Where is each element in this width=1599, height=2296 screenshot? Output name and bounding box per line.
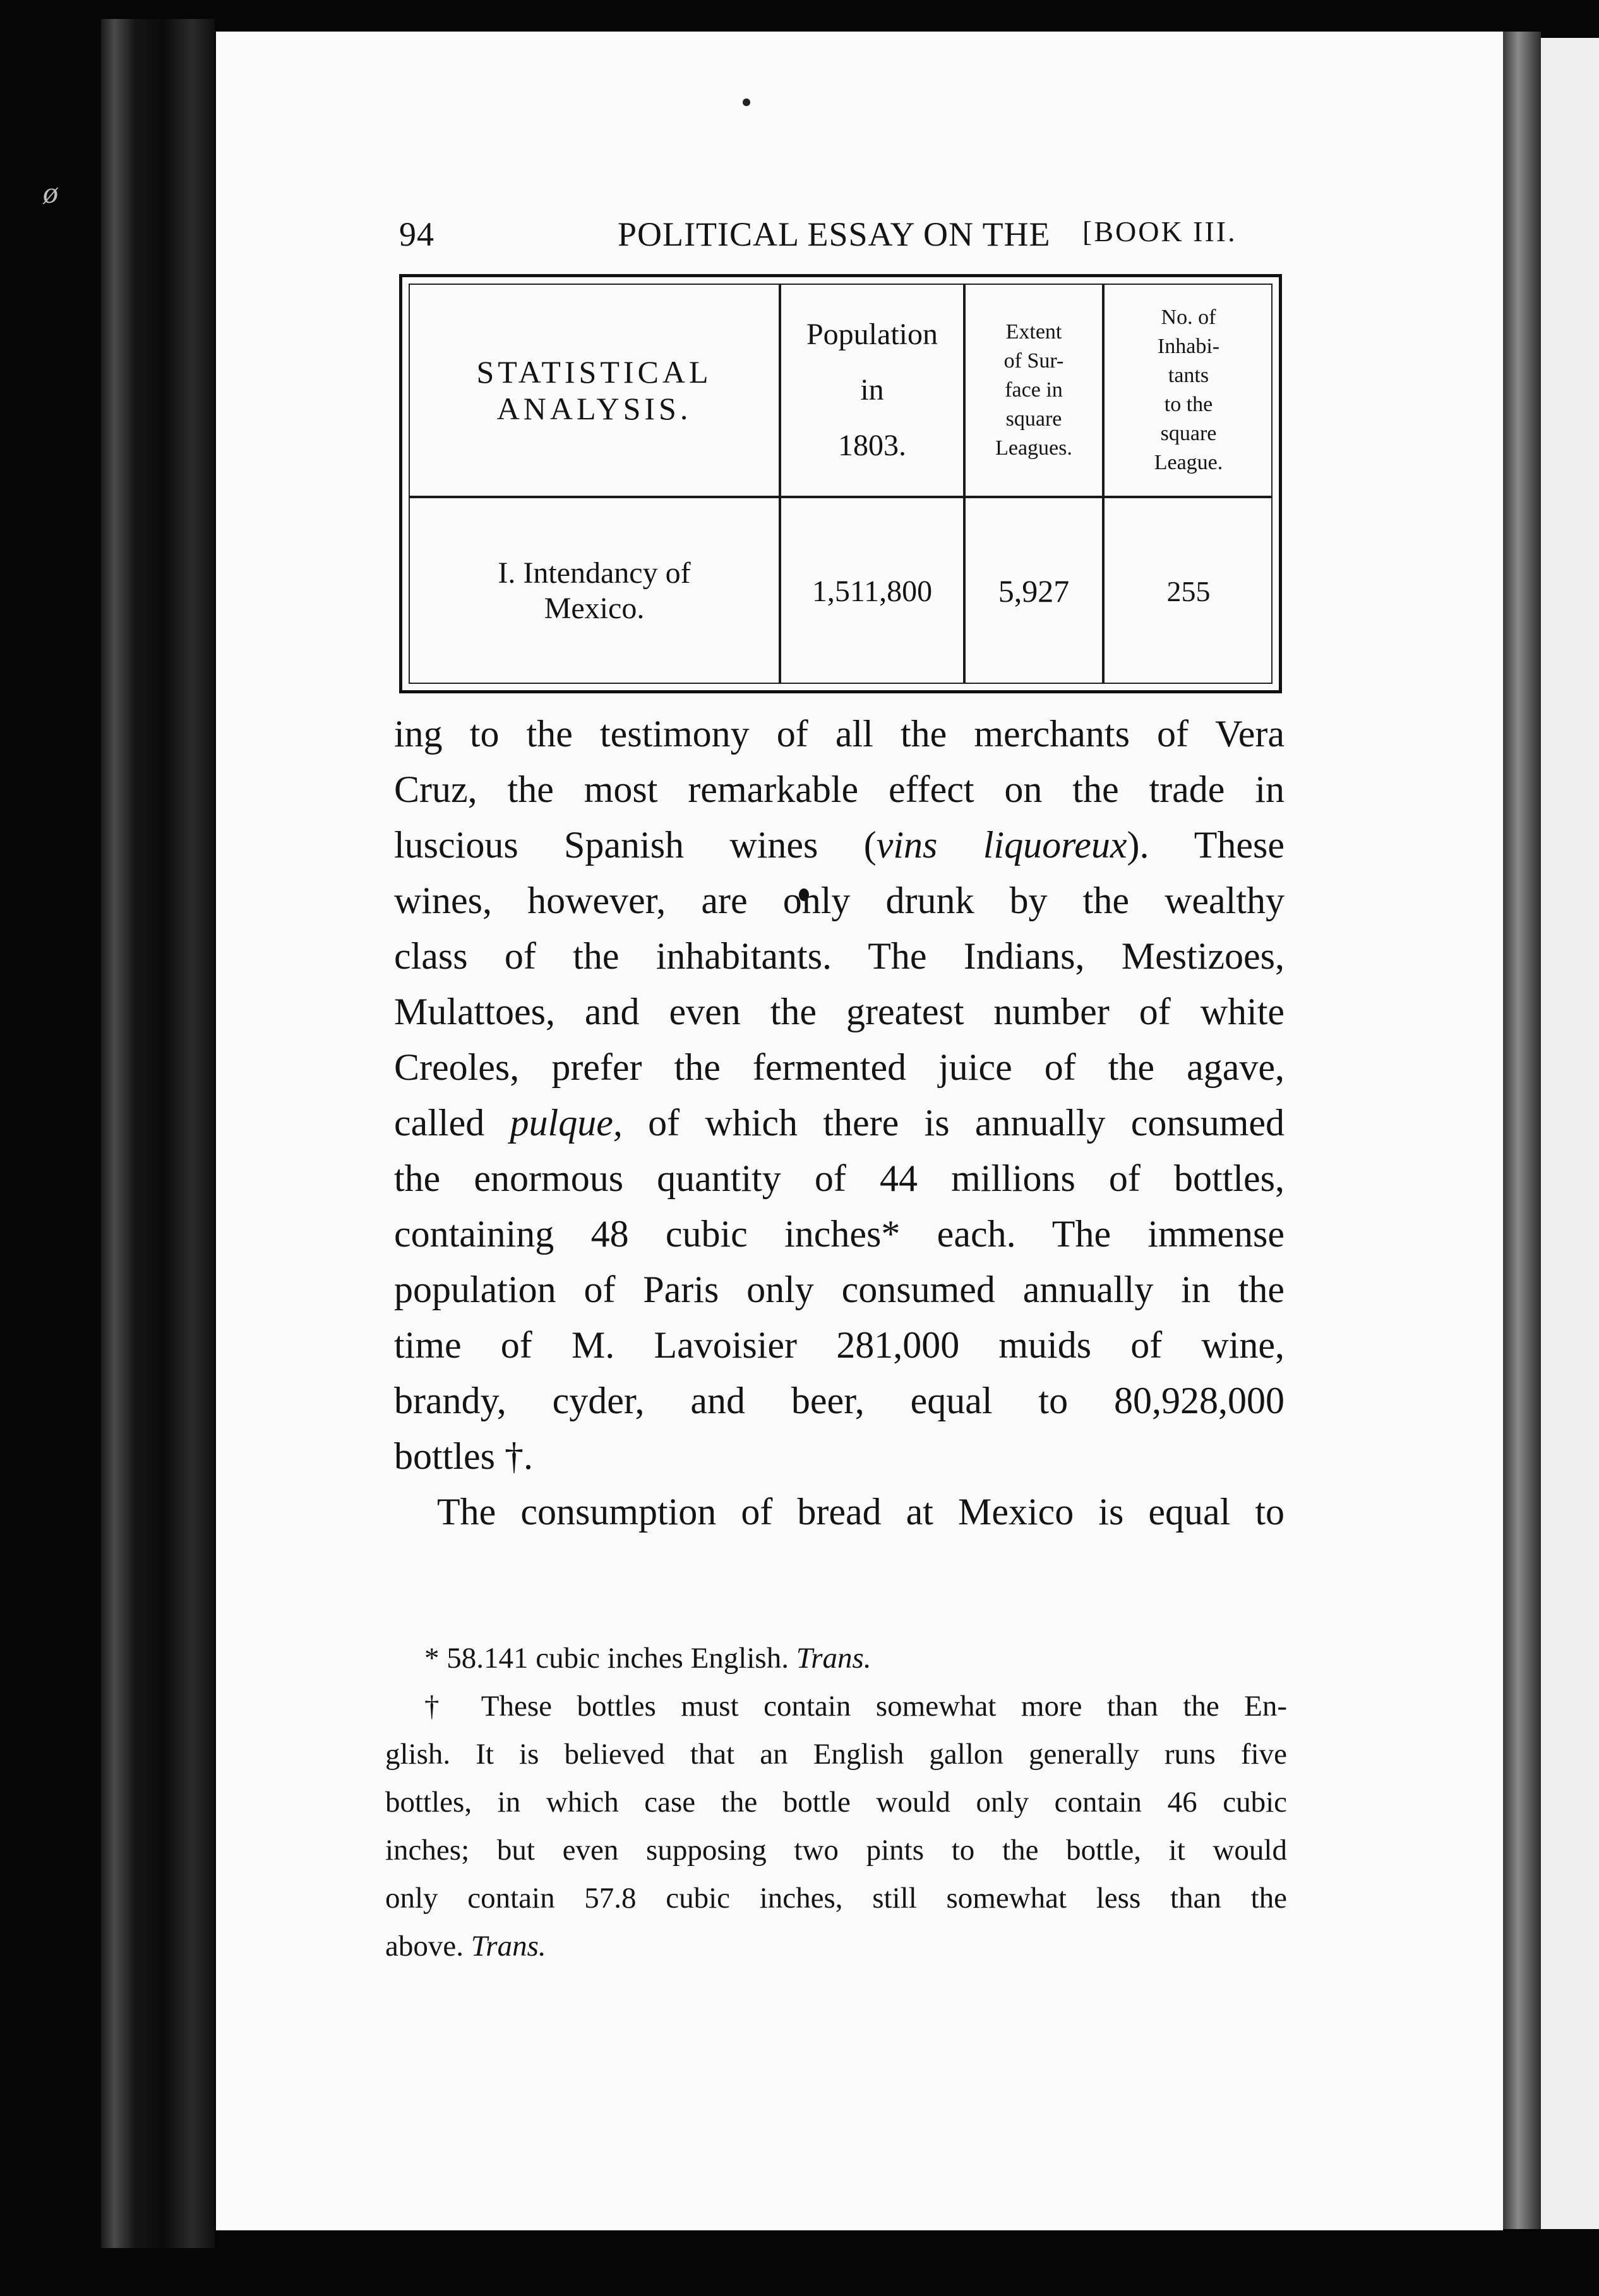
footnote-2-line: bottles, in which case the bottle would only contain 46 cubic <box>385 1786 1287 1819</box>
header-inhabitants-line: No. of <box>1161 306 1216 329</box>
header-extent-line: of Sur- <box>1003 349 1064 373</box>
header-analysis <box>410 285 779 496</box>
header-inhabitants-line: square <box>1160 422 1217 445</box>
footnote-text: above. <box>385 1930 471 1963</box>
ink-speck <box>743 99 750 106</box>
header-extent-line: square <box>1005 407 1062 431</box>
header-inhabitants-line: to the <box>1164 393 1213 416</box>
row-population: 1,511,800 <box>811 574 933 608</box>
book-marker: [BOOK III. <box>1082 215 1237 248</box>
body-line: Creoles, prefer the fermented juice of the agave, <box>394 1046 1285 1088</box>
margin-mark: ø <box>43 176 58 210</box>
footnote-2-line: only contain 57.8 cubic inches, still somewhat less than the <box>385 1882 1287 1915</box>
header-analysis-line2: ANALYSIS. <box>496 391 692 426</box>
body-line: containing 48 cubic inches* each. The immense <box>394 1213 1285 1255</box>
body-line: Cruz, the most remarkable effect on the trade in <box>394 768 1285 810</box>
footnote-2-line: inches; but even supposing two pints to the bottle, it would <box>385 1834 1287 1867</box>
footnote-trans: Trans. <box>470 1930 546 1963</box>
table-inner-frame <box>409 284 1273 684</box>
header-inhabitants-line: tants <box>1168 364 1209 387</box>
body-line-text: called <box>394 1102 510 1144</box>
italic-phrase: pulque, <box>510 1102 623 1144</box>
row-inhabitants: 255 <box>1166 575 1211 607</box>
body-line: class of the inhabitants. The Indians, Mestizoes, <box>394 935 1285 977</box>
header-extent <box>966 285 1102 496</box>
body-line <box>394 1095 1285 1151</box>
header-population-line1: Population <box>806 318 938 351</box>
row-name <box>410 498 779 684</box>
row-extent: 5,927 <box>998 573 1070 609</box>
row-name-line1: I. Intendancy of <box>498 556 691 590</box>
footnote-text: * 58.141 cubic inches English. <box>424 1642 796 1675</box>
body-line: ing to the testimony of all the merchants of Vera <box>394 713 1285 755</box>
body-line-text: of which there is annually consumed <box>622 1102 1285 1144</box>
book-page <box>216 32 1503 2230</box>
facing-page-sliver <box>1541 38 1599 2229</box>
body-line <box>394 817 1285 873</box>
body-line: the enormous quantity of 44 millions of bottles, <box>394 1157 1285 1199</box>
running-head <box>399 215 1498 259</box>
body-line: wines, however, are only drunk by the wealthy <box>394 880 1285 921</box>
italic-phrase: vins liquoreux <box>876 824 1127 866</box>
header-population-line3: 1803. <box>838 429 906 462</box>
body-line: bottles †. <box>394 1435 533 1477</box>
header-population <box>781 285 963 496</box>
header-extent-line: Leagues. <box>995 436 1072 460</box>
header-inhabitants-line: League. <box>1154 451 1223 474</box>
body-text <box>394 706 1285 1540</box>
statistical-table <box>399 274 1282 693</box>
footnote-2-line: glish. It is believed that an English gallon generally runs five <box>385 1738 1287 1771</box>
footnote-2-line: † These bottles must contain somewhat more than the En- <box>424 1690 1287 1723</box>
running-title: POLITICAL ESSAY ON THE <box>618 215 1051 253</box>
row-name-line2: Mexico. <box>544 592 645 625</box>
book-binding <box>101 19 215 2248</box>
page-number: 94 <box>399 215 434 253</box>
header-extent-line: face in <box>1005 378 1063 402</box>
body-line: brandy, cyder, and beer, equal to 80,928,000 <box>394 1380 1285 1421</box>
footnotes <box>385 1634 1287 1970</box>
page-edge-right <box>1503 32 1541 2229</box>
footnote-2-line <box>385 1922 1287 1970</box>
body-line-text: luscious Spanish wines ( <box>394 824 877 866</box>
body-line: time of M. Lavoisier 281,000 muids of wine, <box>394 1324 1285 1366</box>
header-population-line2: in <box>860 373 884 407</box>
body-line: The consumption of bread at Mexico is equal to <box>437 1491 1285 1533</box>
header-analysis-line1: STATISTICAL <box>476 354 712 390</box>
footnote-trans: Trans. <box>796 1642 871 1675</box>
body-line: population of Paris only consumed annually in the <box>394 1269 1285 1310</box>
body-line-text: ). These <box>1127 824 1285 866</box>
header-extent-line: Extent <box>1005 320 1062 344</box>
body-line: Mulattoes, and even the greatest number of white <box>394 991 1285 1032</box>
header-inhabitants <box>1105 285 1273 496</box>
header-inhabitants-line: Inhabi- <box>1157 335 1220 358</box>
footnote-1 <box>385 1634 1287 1682</box>
